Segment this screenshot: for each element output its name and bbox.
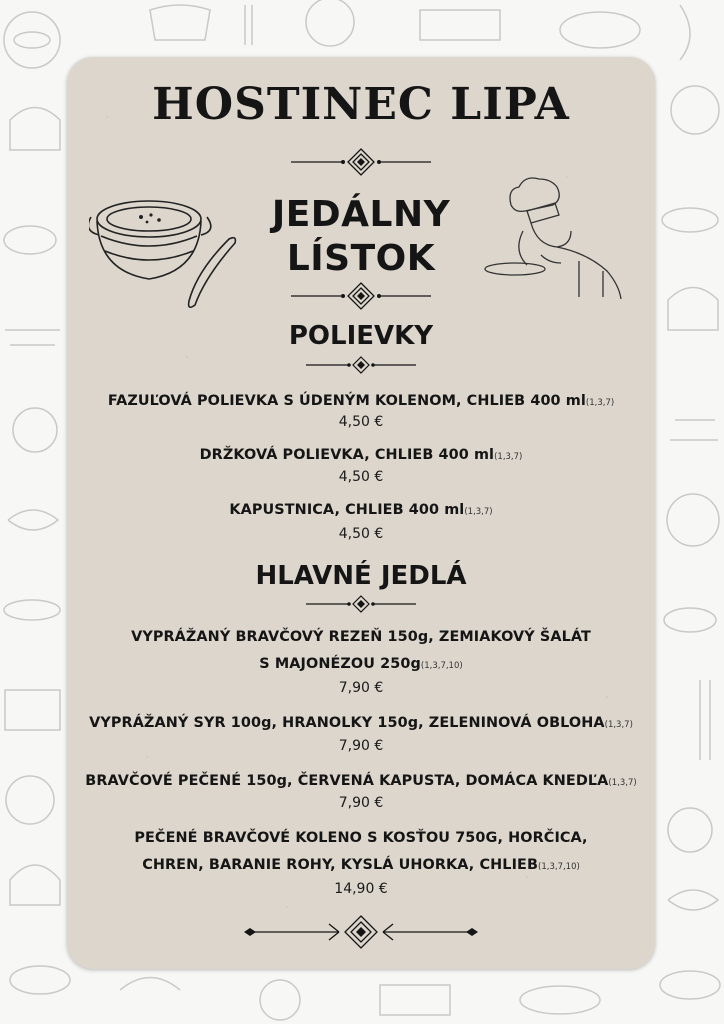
item-name: KAPUSTNICA, CHLIEB 400 ml xyxy=(229,502,465,518)
menu-title-line1: JEDÁLNY xyxy=(271,194,451,235)
item-price: 4,50 € xyxy=(338,469,384,485)
section-title-soups: POLIEVKY xyxy=(288,321,434,351)
item-allergens: (1,3,7) xyxy=(464,507,493,517)
item-allergens: (1,3,7) xyxy=(608,778,637,788)
item-name: DRŽKOVÁ POLIEVKA, CHLIEB 400 ml xyxy=(199,447,495,463)
item-name-continued: S MAJONÉZOU 250g xyxy=(259,656,421,672)
restaurant-name: HOSTINEC LIPA xyxy=(152,79,570,130)
item-name: VYPRÁŽANÝ BRAVČOVÝ REZEŇ 150g, ZEMIAKOVÝ ŠALÁT xyxy=(131,629,591,645)
menu-item xyxy=(77,624,645,680)
item-price: 7,90 € xyxy=(338,738,384,754)
item-allergens: (1,3,7,10) xyxy=(538,862,580,872)
menu-item xyxy=(77,825,645,881)
menu-item xyxy=(77,497,645,526)
section-divider xyxy=(306,355,416,375)
item-allergens: (1,3,7) xyxy=(494,452,523,462)
section-divider xyxy=(306,594,416,614)
item-allergens: (1,3,7) xyxy=(604,720,633,730)
menu-card xyxy=(67,57,655,969)
item-price: 4,50 € xyxy=(338,526,384,542)
item-allergens: (1,3,7,10) xyxy=(420,661,463,671)
item-name: FAZUĽOVÁ POLIEVKA S ÚDENÝM KOLENOM, CHLIEB 400 ml xyxy=(107,393,586,409)
ornament-divider xyxy=(291,147,431,177)
item-price: 4,50 € xyxy=(338,414,384,430)
ornament-divider-bottom xyxy=(244,914,478,950)
item-name: PEČENÉ BRAVČOVÉ KOLENO S KOSŤOU 750G, HORČICA, xyxy=(134,830,588,846)
item-price: 7,90 € xyxy=(338,680,384,696)
chef-icon xyxy=(483,171,635,299)
item-name: VYPRÁŽANÝ SYR 100g, HRANOLKY 150g, ZELENINOVÁ OBLOHA xyxy=(89,715,605,731)
section-title-main-dishes: HLAVNÉ JEDLÁ xyxy=(255,561,467,591)
item-allergens: (1,3,7) xyxy=(585,398,615,408)
item-price: 14,90 € xyxy=(334,881,388,897)
soup-bowl-icon xyxy=(89,191,239,309)
ornament-divider xyxy=(291,281,431,311)
item-price: 7,90 € xyxy=(338,795,384,811)
item-name: BRAVČOVÉ PEČENÉ 150g, ČERVENÁ KAPUSTA, DOMÁCA KNEDĽA xyxy=(85,773,609,789)
menu-item xyxy=(77,710,645,739)
menu-title-line2: LÍSTOK xyxy=(286,238,436,279)
item-name-continued: CHREN, BARANIE ROHY, KYSLÁ UHORKA, CHLIEB xyxy=(142,857,539,873)
